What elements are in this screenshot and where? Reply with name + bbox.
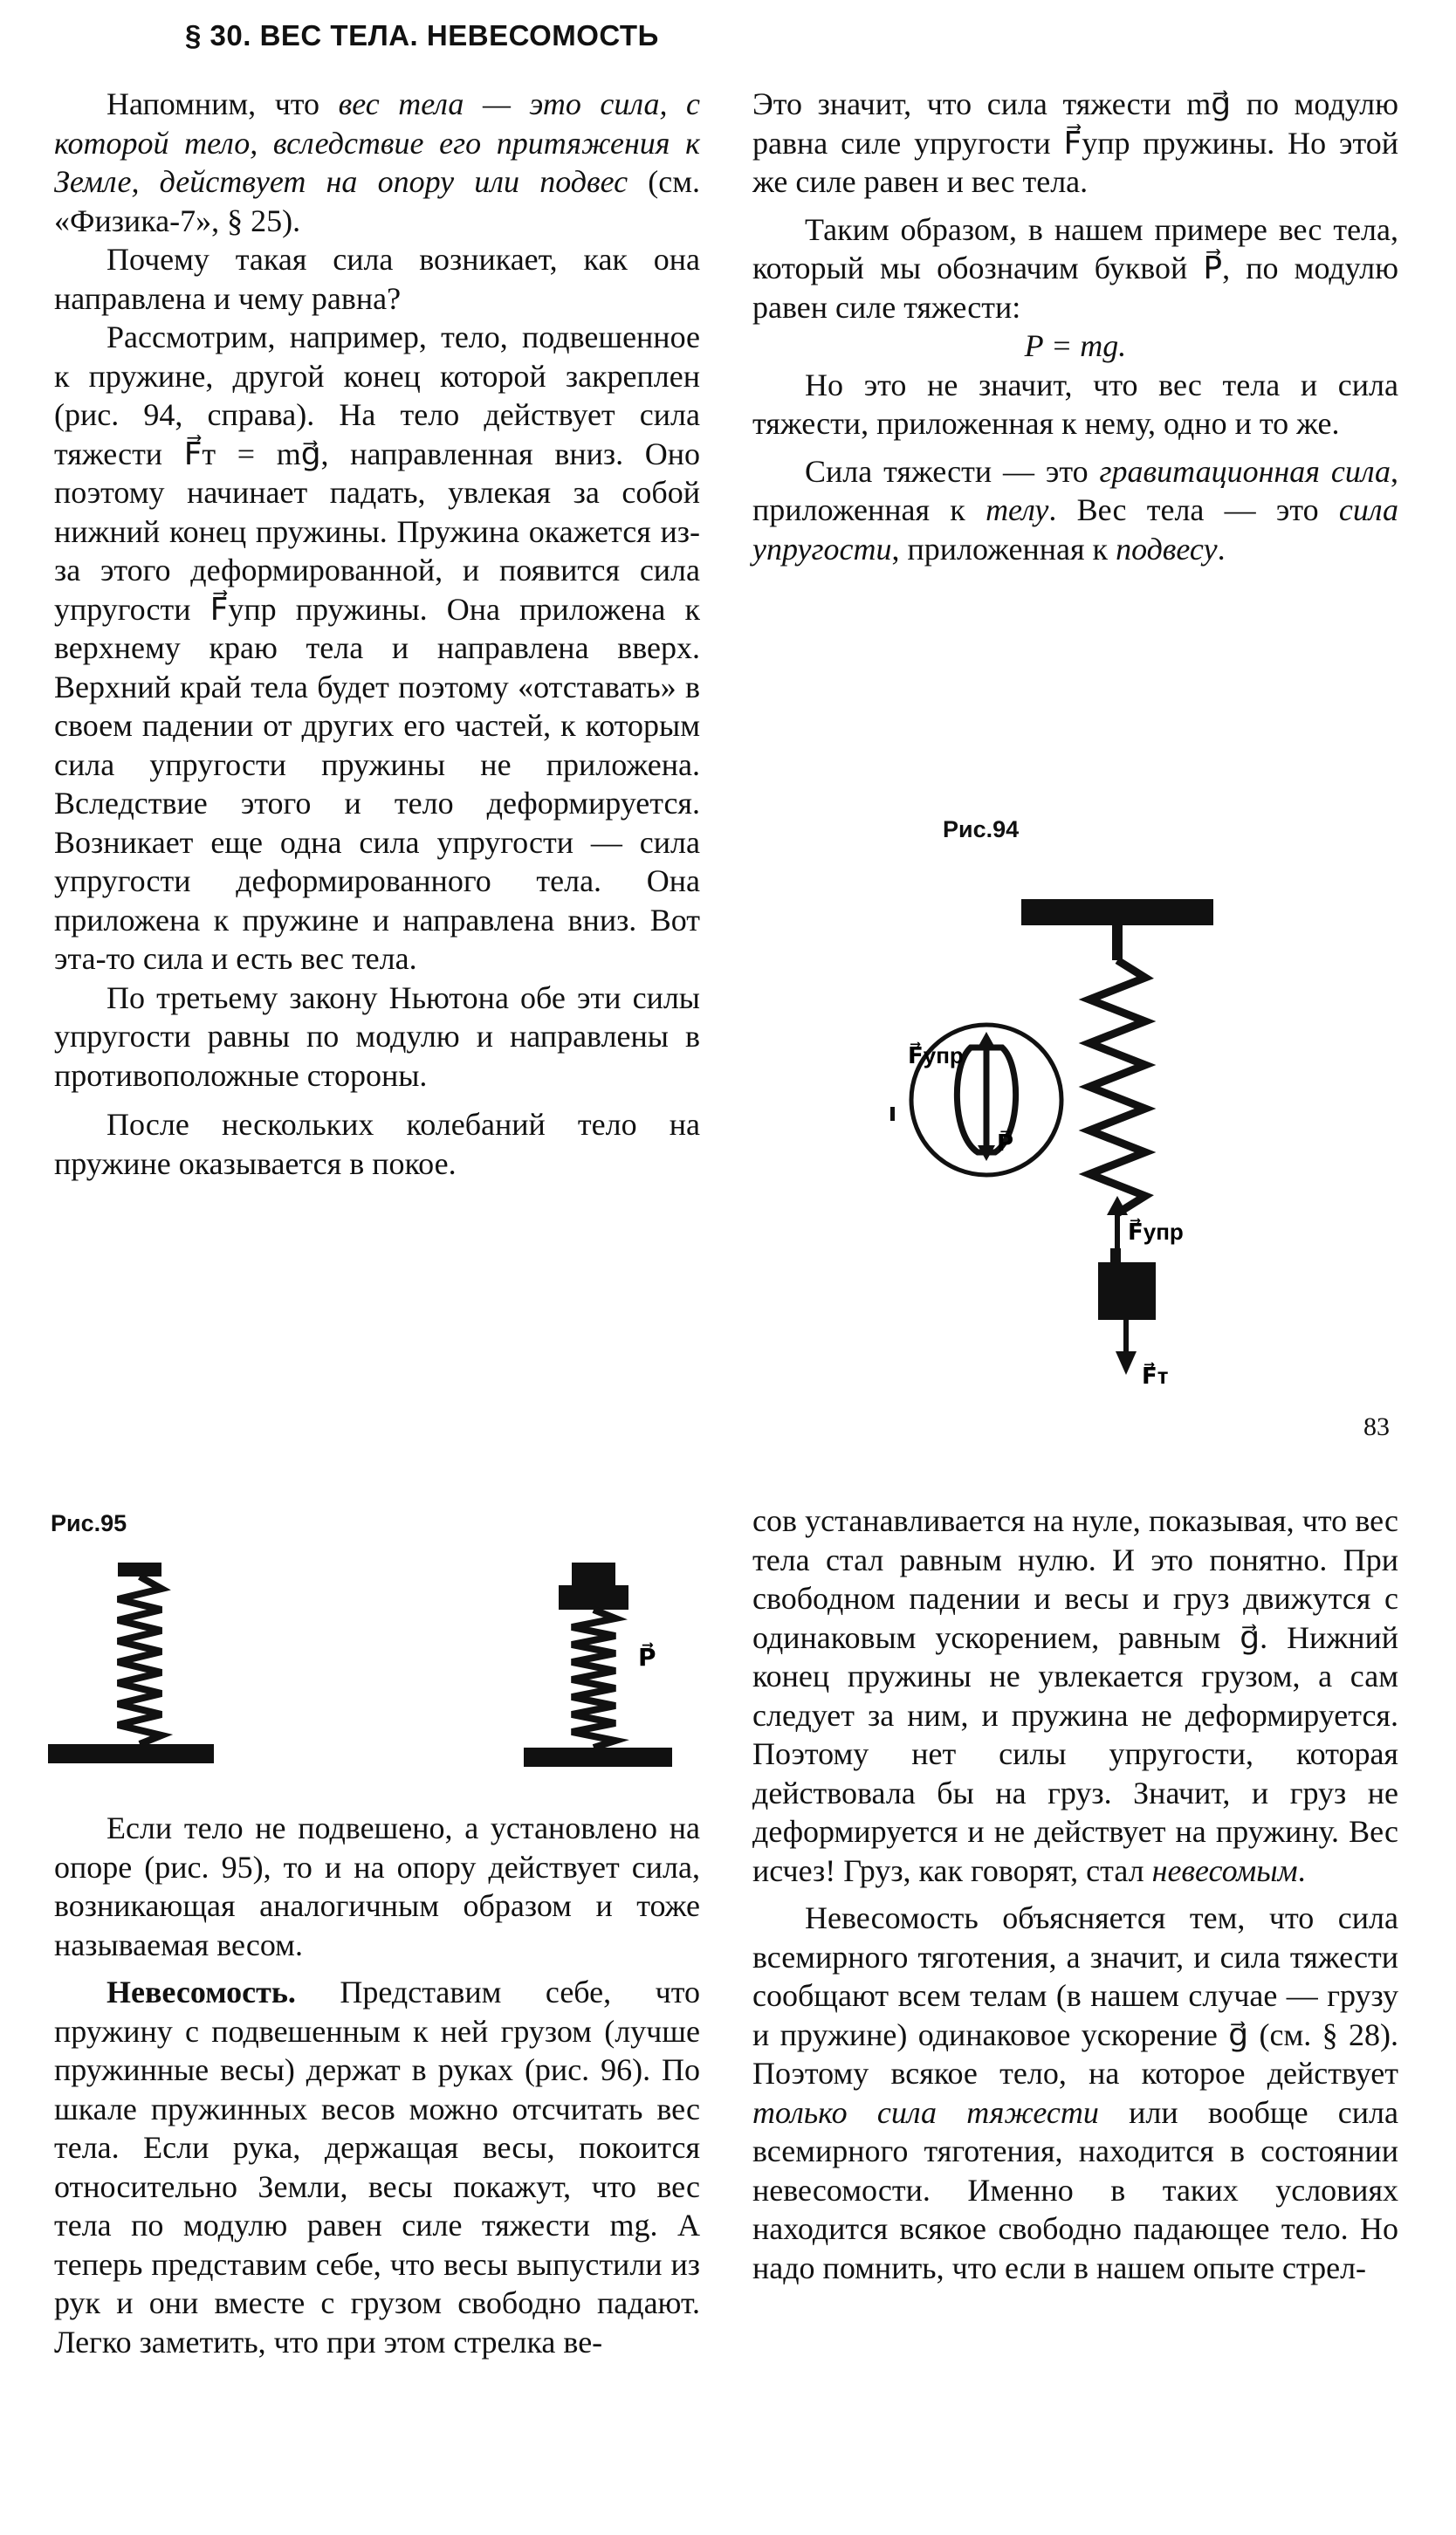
- spring-coil: [1089, 960, 1145, 1213]
- text-fragment: сов устанавливается на нуле, показывая, что вес тела стал равным нулю. И это понятно. При свободном падении и весы и груз движутся с одинаковым ускорением, равным g⃗. Нижний конец пружины не увлекается грузом, а сам следует за ним, и пружина не деформируется. Поэтому нет силы упругости, которая действовала бы на груз. Значит, и груз не деформируется и не действует на пружину. Вес исчез! Груз, как говорят, стал: [752, 1503, 1398, 1888]
- figure-94-label: Рис.94: [943, 816, 1020, 842]
- weight-block: [1110, 1248, 1121, 1262]
- italic-term: только сила тяжести: [752, 2094, 1099, 2130]
- paragraph-rest: После нескольких колебаний тело на пружине оказывается в покое.: [54, 1107, 700, 1181]
- text-fragment: Сила тяжести — это: [805, 453, 1100, 489]
- italic-term: невесомым: [1151, 1852, 1298, 1888]
- paragraph-gravity-equals-elastic: Это значит, что сила тяжести mg⃗ по модулю равна силе упругости F⃗упр пружины. Но этой же силе равен и вес тела.: [752, 86, 1398, 199]
- paragraph-weightlessness: [54, 1973, 700, 2361]
- definition-italic: вес тела — это сила, с которой тело, вследствие его притяжения к Земле, действует на опору или подвес: [54, 86, 700, 199]
- ceiling-bar: [1021, 899, 1213, 925]
- f-t-arrowhead: [1116, 1351, 1137, 1375]
- right-column-bottom: [752, 1501, 1398, 2287]
- paragraph-example: Рассмотрим, например, тело, подвешенное к пружине, другой конец которой закреплен (рис. 94, справа). На тело действует сила тяжести F⃗т = mg⃗, направленная вниз. Оно поэтому начинает падать, увлекая за собой нижний конец пружины. Пружина окажется из-за этого деформированной, и появится сила упругости F⃗упр пружины. Она приложена к верхнему краю тела и направлена вверх. Верхний край тела будет поэтому «отставать» в своем падении от других его частей, к которым сила упругости пружины не приложена. Вследствие этого и тело деформируется. Возникает еще одна сила упругости — сила упругости деформированного тела. Она приложена к пружине и направлена вниз. Вот эта-то сила и есть вес тела.: [54, 319, 700, 976]
- paragraph-weight-definition: [54, 85, 700, 240]
- text-fragment: .: [1297, 1852, 1306, 1888]
- text-fragment: (см. «Физика-7», § 25).: [54, 164, 701, 238]
- tick-mark: [890, 1107, 895, 1121]
- inset-arrowhead-up: [978, 1032, 995, 1048]
- page-number: 83: [1363, 1412, 1390, 1441]
- text-fragment: , приложенная к: [752, 453, 1398, 527]
- f-t-label: F⃗т: [1142, 1363, 1169, 1389]
- left-spring-coil: [118, 1577, 161, 1744]
- right-spring-coil: [572, 1610, 615, 1748]
- right-support-base: [524, 1748, 672, 1767]
- paragraph-newton-third-law: По третьему закону Ньютона обе эти силы упругости равны по модулю и направлены в противоположные стороны.: [54, 979, 700, 1093]
- f-upr-label: F⃗упр: [1128, 1219, 1184, 1245]
- figure-95: [48, 1554, 711, 1781]
- paragraph-question: Почему такая сила возникает, как она направлена и чему равна?: [54, 242, 700, 316]
- paragraph-not-same: Но это не значит, что вес тела и сила тяжести, приложенная к нему, одно и то же.: [752, 367, 1398, 441]
- left-top-plate: [118, 1563, 161, 1577]
- figure-95-label: Рис.95: [51, 1510, 127, 1536]
- text-fragment: .: [1217, 531, 1226, 567]
- hanging-body: [1098, 1262, 1156, 1320]
- right-column-top: [752, 85, 1398, 568]
- text-fragment: , приложенная к: [891, 531, 1116, 567]
- inset-p-label: P⃗: [997, 1130, 1014, 1156]
- weight-label: P⃗: [638, 1644, 656, 1671]
- italic-term: гравитационная сила: [1099, 453, 1391, 489]
- paragraph-distinction: [752, 452, 1398, 569]
- paragraph-support: Если тело не подвешено, а установлено на опоре (рис. 95), то и на опору действует сила, возникающая аналогичным образом и тоже называемая весом.: [54, 1810, 700, 1962]
- section-heading: § 30. ВЕС ТЕЛА. НЕВЕСОМОСТЬ: [185, 19, 659, 52]
- left-column-bottom: [54, 1809, 700, 2361]
- text-fragment: или вообще сила всемирного тяготения, находится в состоянии невесомости. Именно в таких условиях находится всякое свободно падающее тело. Но надо помнить, что если в нашем опыте стрел-: [752, 2094, 1398, 2285]
- text-fragment: Напомним, что: [106, 86, 339, 121]
- paragraph-weight-notation: Таким образом, в нашем примере вес тела, который мы обозначим буквой P⃗, по модулю равен силе тяжести:: [752, 211, 1398, 325]
- paragraph-explanation: [752, 1899, 1398, 2287]
- left-column-top: [54, 85, 700, 1183]
- subheading-weightlessness: Невесомость.: [106, 1975, 296, 2009]
- text-fragment: Представим себе, что пружину с подвешенным к ней грузом (лучше пружинные весы) держат в руках (рис. 96). По шкале пружинных весов можно отсчитать вес тела. Если рука, держащая весы, покоится относительно Земли, весы покажут, что вес тела по модулю равен силе тяжести mg. А теперь представим себе, что весы выпустили из рук и они вместе с грузом свободно падают. Легко заметить, что при этом стрелка ве-: [54, 1975, 700, 2360]
- italic-term: подвесу: [1116, 531, 1218, 567]
- left-support-base: [48, 1744, 214, 1763]
- right-load-body: [559, 1585, 628, 1610]
- italic-term: телу: [986, 492, 1049, 527]
- text-fragment: Невесомость объясняется тем, что сила всемирного тяготения, а значит, и сила тяжести сообщают всем телам (в нашем случае — грузу и пружине) одинаковое ускорение g⃗ (см. § 28). Поэтому всякое тело, на которое действует: [752, 1900, 1398, 2091]
- formula-p-equals-mg: P = mg.: [1024, 328, 1127, 363]
- spring-mount: [1112, 925, 1123, 960]
- figure-94: [890, 873, 1222, 1397]
- italic-term: сила упругости: [752, 492, 1398, 567]
- paragraph-scale-zero: [752, 1501, 1398, 1890]
- inset-f-upr-label: F⃗упр: [908, 1042, 964, 1068]
- right-load-top: [572, 1563, 615, 1585]
- text-fragment: . Вес тела — это: [1048, 492, 1339, 527]
